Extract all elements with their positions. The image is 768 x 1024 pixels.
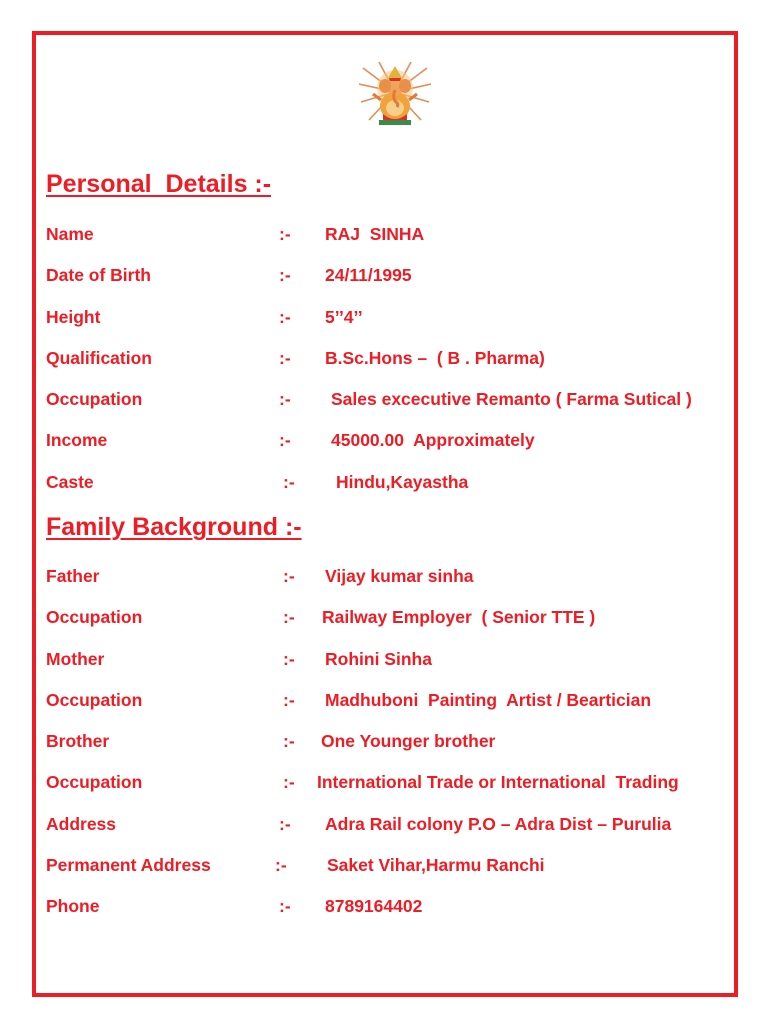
personal-detail-row: [0, 470, 768, 494]
field-separator: :-: [283, 566, 295, 586]
personal-detail-row: [0, 346, 768, 370]
field-separator: :-: [283, 772, 295, 792]
personal-detail-row: [0, 387, 768, 411]
field-separator: :-: [279, 430, 291, 450]
personal-details-heading: Personal Details :-: [46, 170, 272, 198]
field-value: 24/11/1995: [325, 265, 412, 285]
field-separator: :-: [279, 224, 291, 244]
field-label: Height: [46, 307, 101, 327]
family-detail-row: [0, 647, 768, 671]
personal-detail-row: [0, 428, 768, 452]
personal-detail-row: [0, 263, 768, 287]
field-separator: :-: [279, 814, 291, 834]
field-separator: :-: [275, 855, 287, 875]
field-label: Date of Birth: [46, 265, 151, 285]
field-label: Qualification: [46, 348, 152, 368]
field-separator: :-: [279, 265, 291, 285]
field-label: Permanent Address: [46, 855, 211, 875]
field-separator: :-: [283, 607, 295, 627]
field-separator: :-: [279, 389, 291, 409]
field-separator: :-: [283, 649, 295, 669]
field-label: Mother: [46, 649, 105, 669]
field-separator: :-: [279, 307, 291, 327]
field-value: Saket Vihar,Harmu Ranchi: [327, 855, 545, 875]
personal-detail-row: [0, 305, 768, 329]
field-label: Name: [46, 224, 94, 244]
field-label: Address: [46, 814, 117, 834]
field-separator: :-: [283, 731, 295, 751]
field-value: International Trade or International Trading: [317, 772, 679, 792]
field-label: Income: [46, 430, 108, 450]
field-value: 5’’4’’: [325, 307, 363, 327]
field-separator: :-: [283, 690, 295, 710]
family-detail-row: [0, 894, 768, 918]
field-label: Occupation: [46, 772, 143, 792]
field-separator: :-: [279, 896, 291, 916]
field-label: Brother: [46, 731, 110, 751]
ganesha-icon: [359, 62, 431, 126]
personal-detail-row: [0, 222, 768, 246]
field-value: 8789164402: [325, 896, 423, 916]
family-detail-row: [0, 564, 768, 588]
field-value: 45000.00 Approximately: [331, 430, 535, 450]
field-value: RAJ SINHA: [325, 224, 425, 244]
field-value: Vijay kumar sinha: [325, 566, 474, 586]
family-detail-row: [0, 605, 768, 629]
family-detail-row: [0, 688, 768, 712]
family-detail-row: [0, 770, 768, 794]
field-value: Sales excecutive Remanto ( Farma Sutical ): [331, 389, 692, 409]
field-value: Adra Rail colony P.O – Adra Dist – Purulia: [325, 814, 672, 834]
family-detail-row: [0, 812, 768, 836]
field-value: One Younger brother: [321, 731, 496, 751]
field-label: Occupation: [46, 690, 143, 710]
family-detail-row: [0, 729, 768, 753]
field-separator: :-: [279, 348, 291, 368]
field-value: Rohini Sinha: [325, 649, 432, 669]
field-value: B.Sc.Hons – ( B . Pharma): [325, 348, 545, 368]
field-value: Railway Employer ( Senior TTE ): [322, 607, 596, 627]
family-detail-row: [0, 853, 768, 877]
field-value: Hindu,Kayastha: [336, 472, 469, 492]
field-label: Father: [46, 566, 100, 586]
field-label: Caste: [46, 472, 94, 492]
field-label: Occupation: [46, 607, 143, 627]
field-label: Phone: [46, 896, 100, 916]
field-value: Madhuboni Painting Artist / Beartician: [325, 690, 652, 710]
family-background-heading: Family Background :-: [46, 513, 302, 541]
field-separator: :-: [283, 472, 295, 492]
field-label: Occupation: [46, 389, 143, 409]
